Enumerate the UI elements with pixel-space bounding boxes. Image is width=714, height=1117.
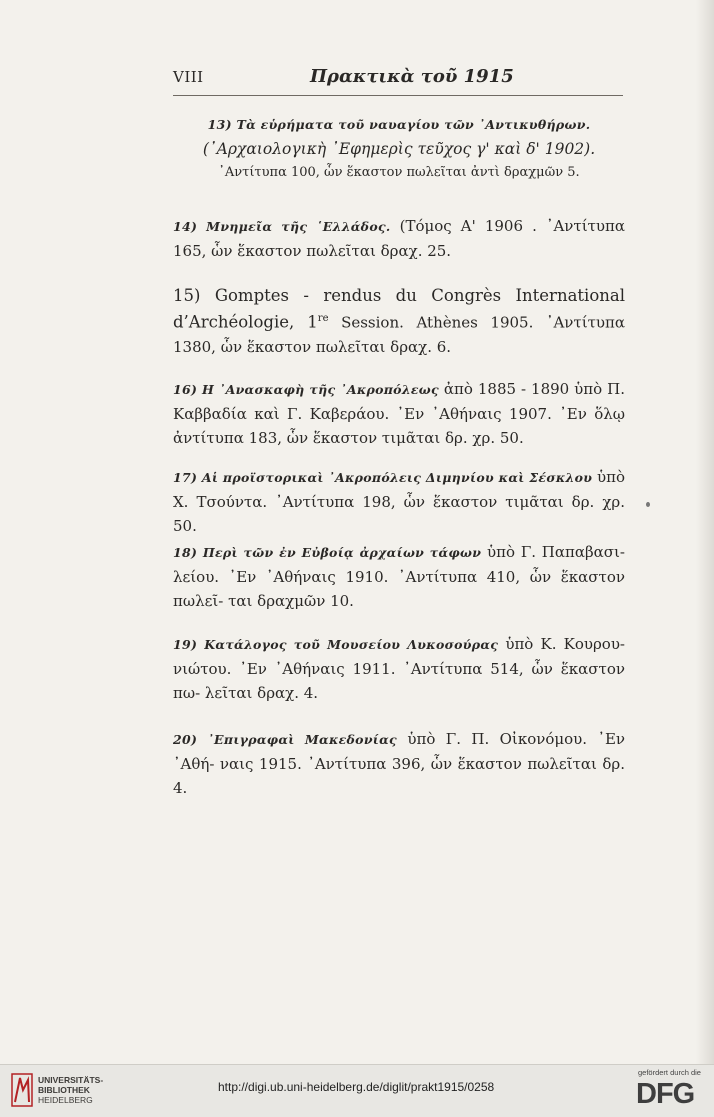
entry-title: 14) Μνημεῖα τῆς ῾Ελλάδος. [173,219,391,234]
entry-superscript: re [317,313,329,324]
entry-details: ὑπὸ Κ. Κουρου- νιώτου. ᾿Εν ᾿Αθήναις 1911. ᾿Αντίτυπα 514, ὧν ἕκαστον πω- λεῖται δραχ. 4. [173,635,626,702]
header-rule [173,95,623,96]
entry-details: ᾿Αντίτυπα 100, ὧν ἕκαστον πωλεῖται ἀντὶ δραχμῶν 5. [218,165,580,180]
library-line: HEIDELBERG [38,1095,93,1105]
entry-details: ἀπὸ 1885 - 1890 ὑπὸ Π. Καββαδία καὶ Γ. Καβεράου. ᾿Εν ᾿Αθήναις 1907. ᾿Εν ὅλῳ ἀντίτυπα 183, ὧν ἕκαστον τιμᾶται δρ. χρ. 50. [173,380,625,447]
permalink-url[interactable]: http://digi.ub.uni-heidelberg.de/diglit/prakt1915/0258 [218,1080,495,1094]
entry-title: 17) Αἱ προϊστορικαὶ ᾿Ακροπόλεις Διμηνίου καὶ Σέσκλου [173,470,593,485]
entry-18 [173,540,625,613]
entry-details-cont: Session. Athènes 1905. ᾿Αντίτυπα 1380, ὧν ἕκαστον πωλεῖται δραχ. 6. [173,313,625,356]
entry-title: 16) Η ᾿Ανασκαφὴ τῆς ᾿Ακροπόλεως [173,382,439,397]
library-line: UNIVERSITÄTS- [38,1075,104,1085]
university-library-name[interactable] [38,1075,103,1105]
entry-details: ὑπὸ Χ. Τσούντα. ᾿Αντίτυπα 198, ὧν ἕκαστον τιμᾶται δρ. χρ. 50. [173,468,625,535]
library-line: BIBLIOTHEK [38,1085,90,1095]
entry-details: 15) Gomptes - rendus du Congrès International d’Archéologie, 1 [173,286,625,332]
page-number: VIII [173,68,204,86]
entry-16 [173,377,625,450]
university-library-logo-icon[interactable] [10,1072,34,1108]
entry-details: (Τόμος Α' 1906 . ᾿Αντίτυπα 165, ὧν ἕκαστον πωλεῖται δραχ. 25. [173,217,625,260]
entry-details: ὑπὸ Γ. Π. Οἰκονόμου. ᾿Εν ᾿Αθή- ναις 1915. ᾿Αντίτυπα 396, ὧν ἕκαστον πωλεῖται δρ. 4. [173,730,626,797]
funding-caption: gefördert durch die [638,1068,701,1077]
page-edge-shadow [696,0,714,1064]
dfg-logo[interactable]: DFG [636,1078,695,1110]
entry-14 [173,214,625,263]
entry-13 [173,113,625,185]
entry-17 [173,465,625,538]
entry-details: ὑπὸ Γ. Παπαβασι- λείου. ᾿Εν ᾿Αθήναις 1910. ᾿Αντίτυπα 410, ὧν ἕκαστον πωλεῖ- ται δραχμῶν 10. [173,543,625,610]
entry-title: 20) ᾿Επιγραφαὶ Μακεδονίας [173,732,397,747]
running-title: Πρακτικὰ τοῦ 1915 [310,66,514,87]
entry-15 [173,284,625,359]
entry-title: 19) Κατάλογος τοῦ Μουσείου Λυκοσούρας [173,637,499,652]
entry-20 [173,727,625,800]
running-header [173,68,623,96]
ink-spot [646,502,650,507]
entry-source: (᾿Αρχαιολογικὴ ᾿Εφημερὶς τεῦχος γ' καὶ δ' 1902). [202,140,596,158]
entry-title: 13) Τὰ εὑρήματα τοῦ ναυαγίου τῶν ᾿Αντικυθήρων. [207,117,591,132]
entry-title: 18) Περὶ τῶν ἐν Εὐβοίᾳ ἀρχαίων τάφων [173,545,482,560]
entry-19 [173,632,625,705]
